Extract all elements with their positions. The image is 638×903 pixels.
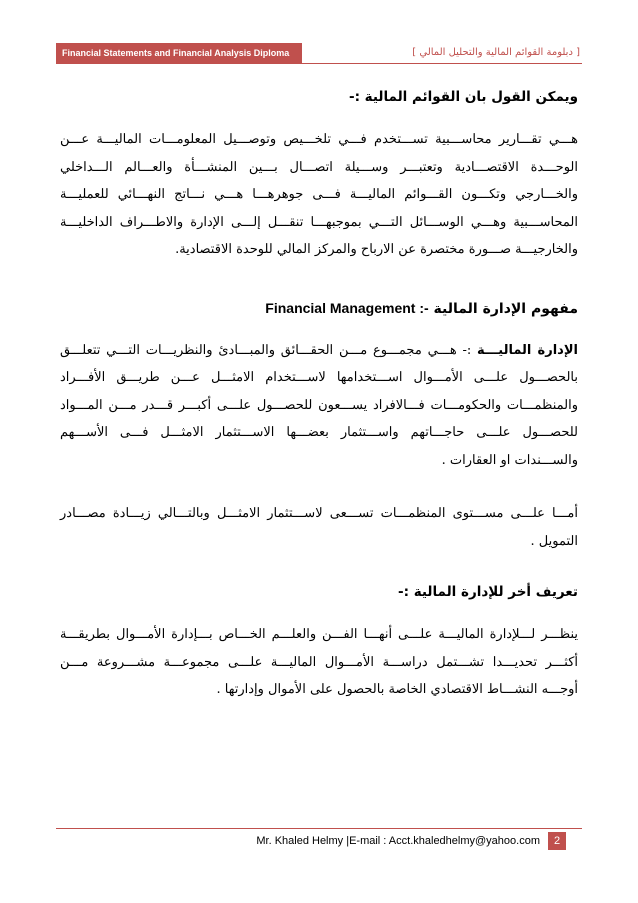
page-header	[56, 43, 582, 64]
section2-heading-arabic: مفهوم الإدارة المالية	[433, 300, 578, 317]
section1-paragraph: هـــي تقـــارير محاســـبية تســـتخدم فـــي تلخـــيص وتوصـــيل المعلومـــات الماليـــة عـــن الوحـــدة الاقتصـــادية وتعتبـــر وســـيلة اتصـــال بـــين المنشـــأة والعـــالم الـــداخلي والخـــارجي وتكـــون القـــوائم الماليـــة فـــى جوهرهـــا هـــي نـــاتج النهـــائي للعمليـــة المحاســـبية وهـــي الوســـائل التـــي بموجبهـــا تنقـــل إلـــى الإدارة والاطـــراف الداخليـــة والخارجيـــة صـــورة مختصرة عن الارباح والمركز المالي للوحدة الاقتصادية.	[60, 132, 578, 257]
page-number: 2	[548, 832, 566, 850]
page-footer	[56, 828, 582, 850]
section2-term: الإدارة الماليـــة	[477, 342, 578, 358]
section2-heading-english: Financial Management :-	[265, 299, 429, 316]
section1-heading: ويمكن القول بان القوائم المالية :-	[348, 89, 578, 105]
section3-heading: تعريف أخر للإدارة المالية :-	[398, 584, 578, 600]
header-arabic-title: [ دبلومة القوائم المالية والتحليل المالي ]	[412, 47, 580, 58]
footer-author-email: Mr. Khaled Helmy |E-mail : Acct.khaledhelmy@yahoo.com	[256, 835, 540, 847]
section2-paragraph2: أمـــا علـــى مســـتوى المنظمـــات تســـعى لاســـتثمار الامثـــل وبالتـــالي زيـــادة مصـــادر التمويل .	[60, 506, 578, 549]
section2-heading	[60, 296, 578, 321]
document-body	[60, 86, 578, 704]
header-english-title: Financial Statements and Financial Analysis Diploma	[56, 43, 302, 63]
section2-paragraph1	[60, 337, 578, 475]
section2-definition: :- هـــي مجمـــوع مـــن الحقـــائق والمبـــادئ والنظريـــات التـــي تتعلـــق بالحصـــول علـــى الأمـــوال اســـتخدامها لاســـتخدام الامثـــل عـــن طريـــق الأفـــراد والمنظمـــات والحكومـــات فـــالافراد يســـعون للحصـــول علـــى أكبـــر قـــدر مـــن المـــواد للحصـــول علـــى حاجـــاتهم واســـتثمار بعضـــها الاســـتثمار الامثـــل فـــى الأســـهم والســـندات او العقارات .	[60, 342, 578, 468]
section3-paragraph: ينظـــر لـــلإدارة الماليـــة علـــى أنهـــا الفـــن والعلـــم الخـــاص بـــإدارة الأمـــوال بطريقـــة أكثـــر تحديـــدا تشـــتمل دراســـة الأمـــوال الماليـــة علـــى مجموعـــة مشـــروعة مـــن أوجـــه النشـــاط الاقتصادي الخاصة بالحصول على الأموال وإدارتها .	[60, 627, 578, 697]
